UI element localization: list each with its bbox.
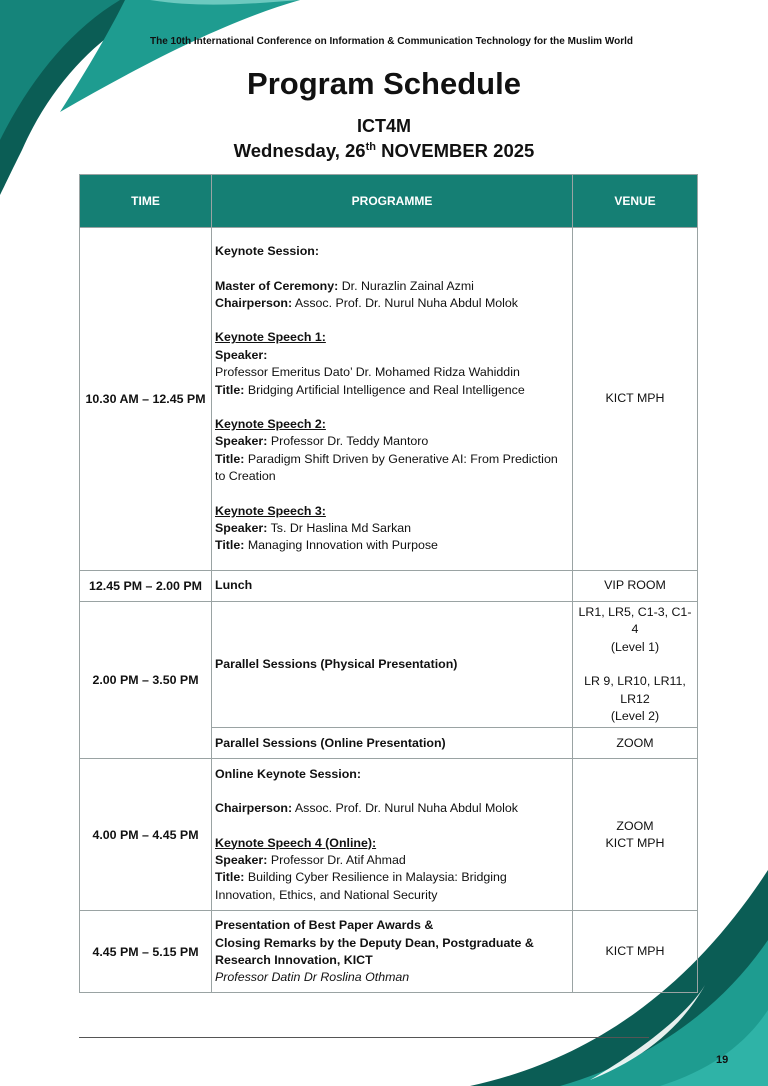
venue-cell: KICT MPH: [573, 228, 698, 571]
programme-cell: Presentation of Best Paper Awards & Closing Remarks by the Deputy Dean, Postgraduate & Research Innovation, KICT Professor Datin Dr Roslina Othman: [212, 911, 573, 993]
keynote-3-speaker: Speaker: Ts. Dr Haslina Md Sarkan: [215, 521, 412, 536]
column-header-venue: VENUE: [573, 175, 698, 228]
keynote-4-speaker: Speaker: Professor Dr. Atif Ahmad: [215, 852, 406, 867]
session-heading: Keynote Session:: [215, 244, 319, 259]
venue-cell: ZOOM KICT MPH: [573, 759, 698, 911]
keynote-2-label: Keynote Speech 2:: [215, 417, 326, 431]
venue-cell: KICT MPH: [573, 911, 698, 993]
page-title: Program Schedule: [247, 66, 521, 101]
session-heading: Online Keynote Session:: [215, 766, 361, 781]
table-row-keynote: [80, 228, 698, 571]
keynote-4-label: Keynote Speech 4 (Online):: [215, 835, 377, 850]
venue-cell: ZOOM: [573, 728, 698, 759]
time-cell: 2.00 PM – 3.50 PM: [80, 602, 212, 759]
venue-cell: LR1, LR5, C1-3, C1-4 (Level 1) LR 9, LR10, LR11, LR12 (Level 2): [573, 602, 698, 728]
page-number: 19: [716, 1054, 729, 1066]
table-header-row: [80, 175, 698, 228]
chair-line: Chairperson: Assoc. Prof. Dr. Nurul Nuha Abdul Molok: [215, 801, 519, 816]
programme-cell: Parallel Sessions (Online Presentation): [212, 728, 573, 759]
conference-name: The 10th International Conference on Information & Communication Technology for the Muslim World: [150, 36, 633, 47]
programme-cell: [212, 759, 573, 911]
keynote-3-title: Title: Managing Innovation with Purpose: [215, 538, 438, 553]
keynote-1-title: Title: Bridging Artificial Intelligence and Real Intelligence: [215, 382, 525, 397]
table-row-lunch: [80, 571, 698, 602]
time-cell: 4.00 PM – 4.45 PM: [80, 759, 212, 911]
time-cell: 12.45 PM – 2.00 PM: [80, 571, 212, 602]
event-name: ICT4M: [357, 116, 411, 136]
keynote-4-title: Title: Building Cyber Resilience in Malaysia: Bridging Innovation, Ethics, and National Security: [215, 870, 507, 902]
schedule-table: [79, 174, 698, 993]
programme-cell: Parallel Sessions (Physical Presentation): [212, 602, 573, 728]
keynote-1-label: Keynote Speech 1:: [215, 330, 326, 345]
programme-cell: [212, 228, 573, 571]
table-row-online-keynote: [80, 759, 698, 911]
time-cell: 4.45 PM – 5.15 PM: [80, 911, 212, 993]
keynote-3-label: Keynote Speech 3:: [215, 503, 326, 518]
speaker-label: Speaker:: [215, 347, 268, 362]
chair-line: Chairperson: Assoc. Prof. Dr. Nurul Nuha Abdul Molok: [215, 295, 519, 310]
keynote-2-speaker: Speaker: Professor Dr. Teddy Mantoro: [215, 434, 429, 449]
mc-line: Master of Ceremony: Dr. Nurazlin Zainal Azmi: [215, 278, 474, 293]
footer-divider: [79, 1037, 649, 1038]
event-date: Wednesday, 26th NOVEMBER 2025: [233, 140, 535, 161]
programme-cell: Lunch: [212, 571, 573, 602]
column-header-programme: PROGRAMME: [212, 175, 573, 228]
keynote-2-title: Title: Paradigm Shift Driven by Generative AI: From Prediction to Creation: [215, 451, 558, 484]
time-cell: 10.30 AM – 12.45 PM: [80, 228, 212, 571]
column-header-time: TIME: [80, 175, 212, 228]
keynote-1-speaker: Professor Emeritus Dato’ Dr. Mohamed Ridza Wahiddin: [215, 365, 520, 380]
table-row-closing: [80, 911, 698, 993]
venue-cell: VIP ROOM: [573, 571, 698, 602]
table-row-parallel-physical: [80, 602, 698, 728]
